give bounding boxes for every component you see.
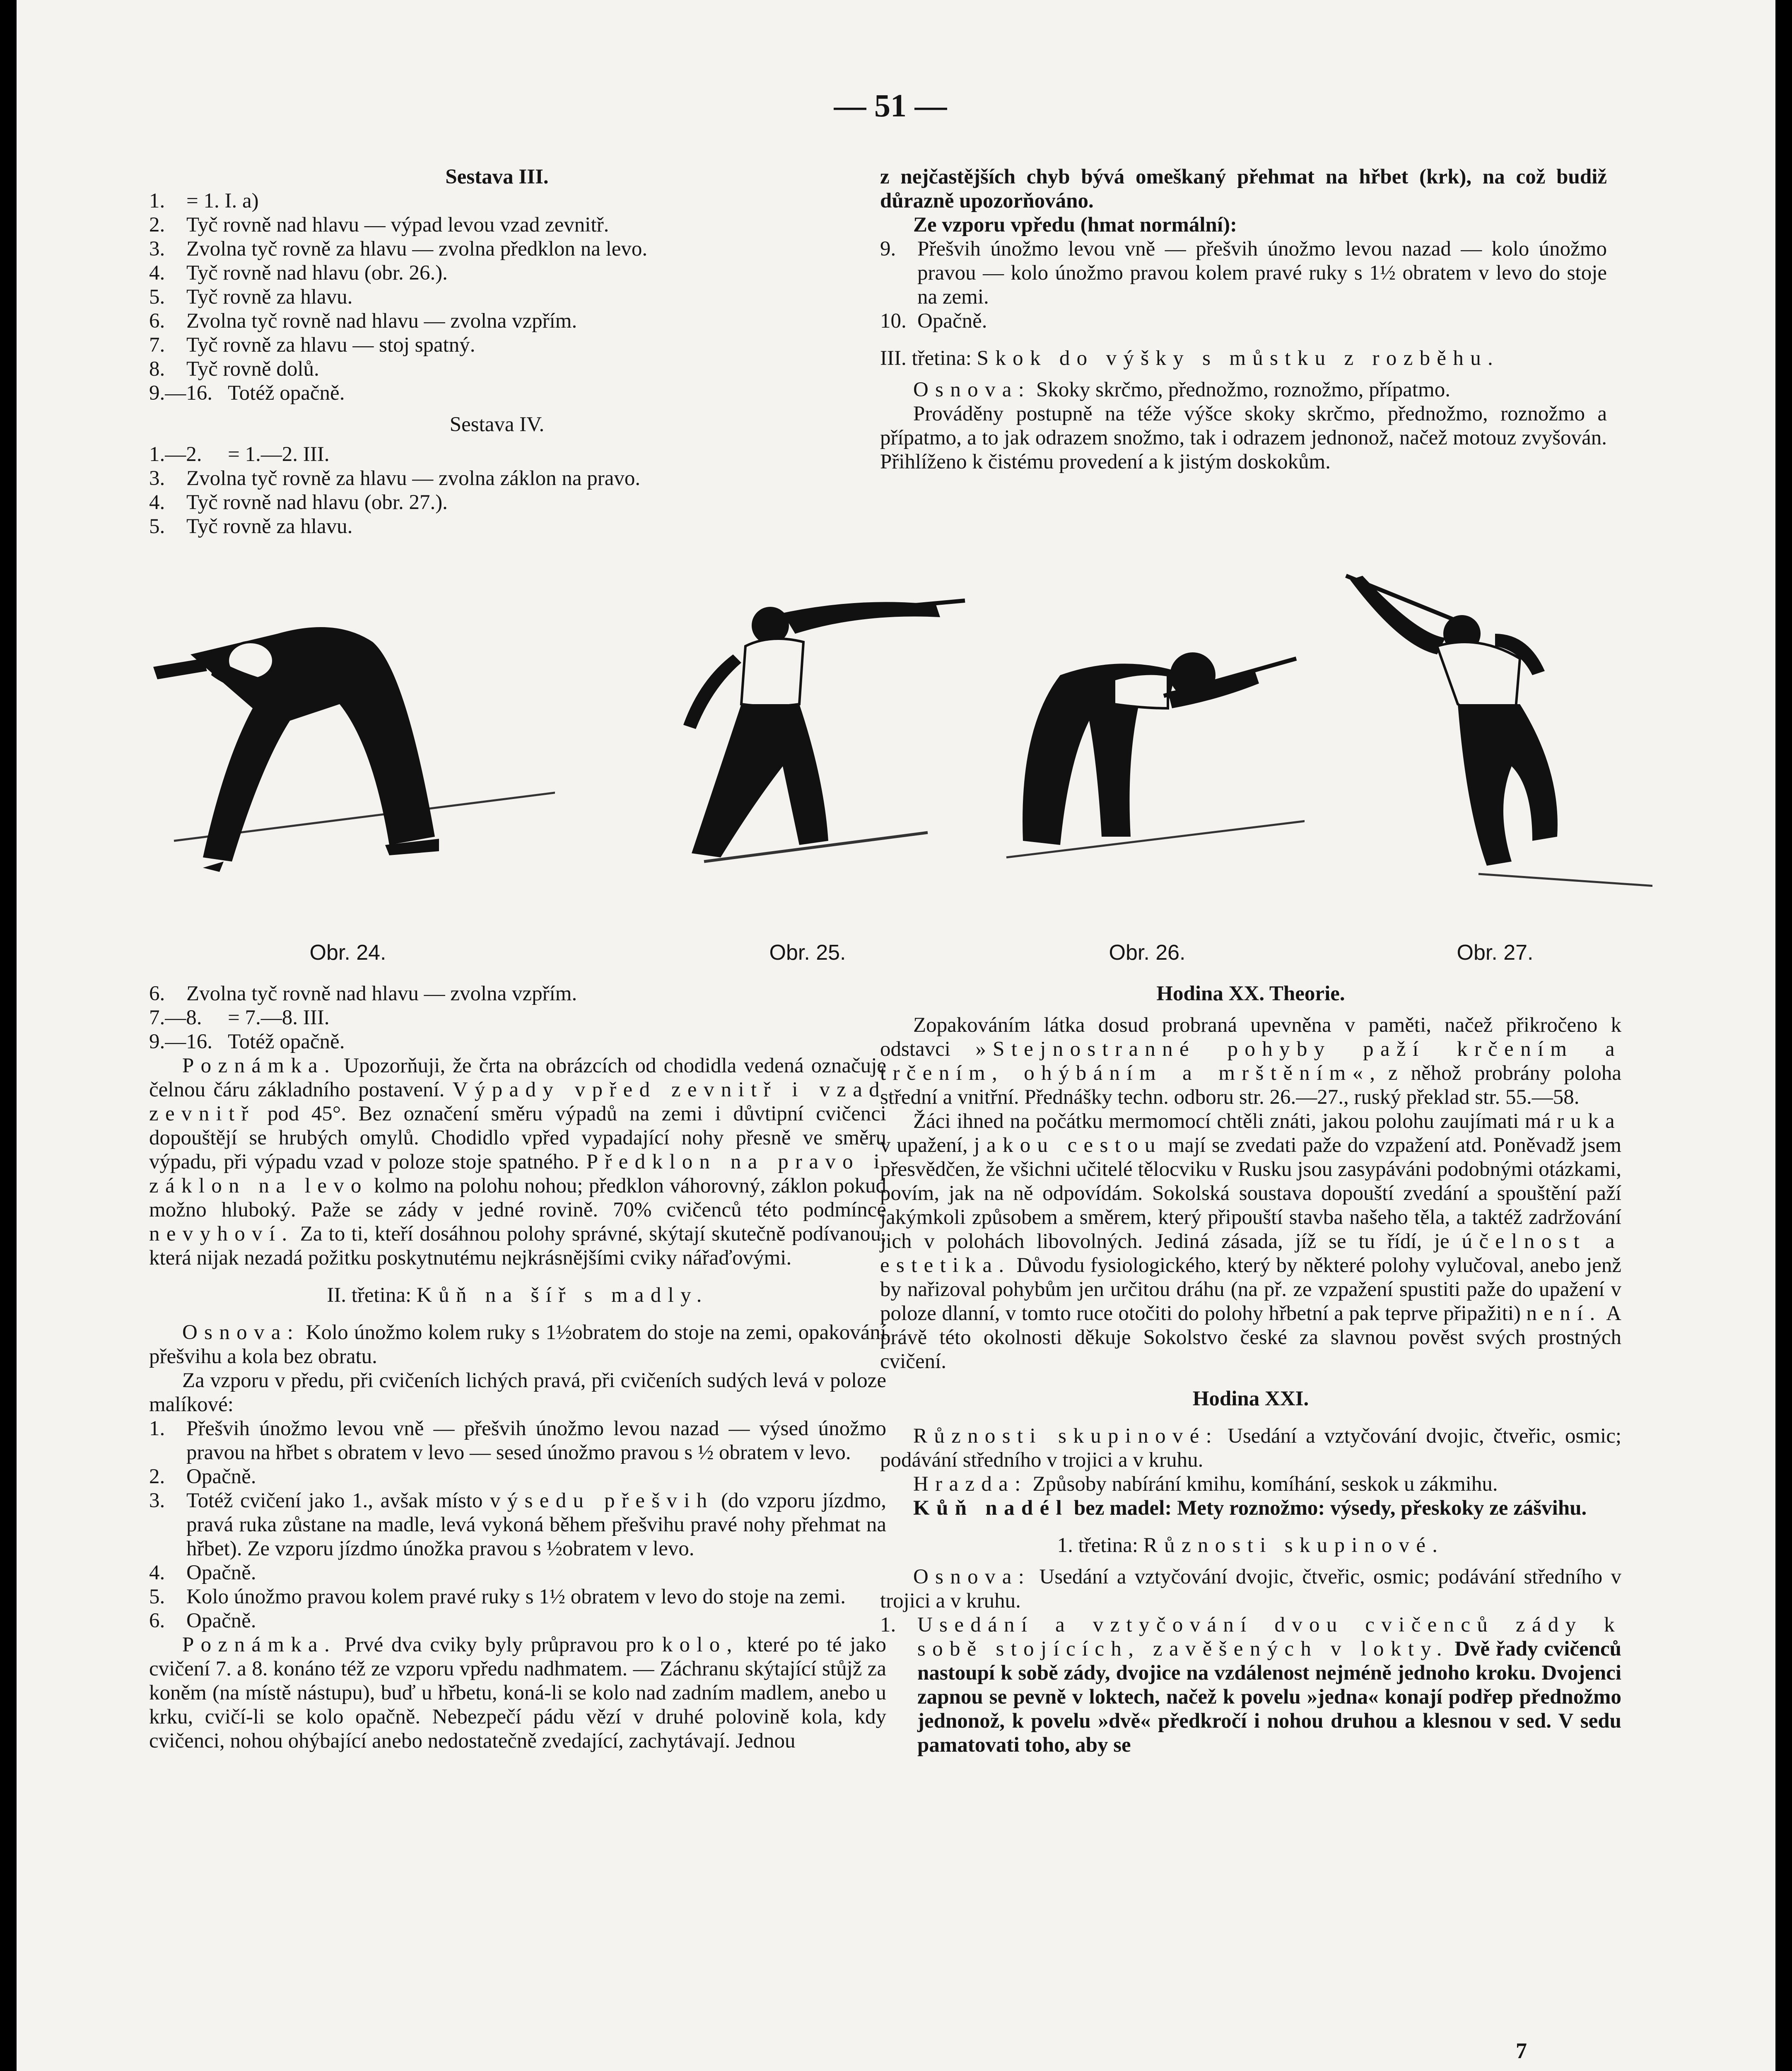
osnova-text: Skoky skrčmo, přednožmo, roznožmo, přípatmo. bbox=[1036, 378, 1450, 401]
osnova-ii-text: Kolo únožmo kolem ruky s 1½obratem do stoje na zemi, opakování přešvihu a kola bez obratu. bbox=[149, 1321, 887, 1368]
osnova-ii bbox=[149, 1320, 886, 1369]
page-number: — 51 — bbox=[834, 87, 947, 123]
osnova-1: Osnova: Usedání a vztyčování dvojic, čtveřic, osmic; podávání středního v trojici a v kruhu. bbox=[880, 1565, 1622, 1612]
sestava-iv-item-number: 5. bbox=[149, 515, 165, 538]
figure-27-illustration bbox=[1338, 572, 1652, 924]
sestava-iii-item-text: Tyč rovně nad hlavu (obr. 26.). bbox=[186, 261, 448, 285]
left-bottom-item bbox=[149, 1006, 886, 1030]
right-top-item bbox=[880, 237, 1607, 309]
sestava-iii-item-number: 1. bbox=[149, 189, 165, 212]
ruznosti-item-1: 1. Usedání a vztyčování dvou cvičenců zády k sobě stojících, zavěšených v lokty. Dvě řady cvičenců nastoupí k sobě zády, dvojice na vzdálenost nejméně jednoho kroku. Dvojenci zapnou se pevně v loktech, načež k povelu »jedna« konají podřep přednožmo jednonož, k povelu »dvě« předkročí i nohou druhou a klesnou v sed. V sedu pamatovati toho, aby se bbox=[880, 1613, 1621, 1757]
figure-27 bbox=[1338, 572, 1652, 965]
sestava-iii-item-number: 7. bbox=[149, 333, 165, 357]
sestava-iii-item-number: 8. bbox=[149, 357, 165, 381]
poznamka-2-paragraph: Poznámka. Prvé dva cviky byly průpravou pro kolo, které po té jako cvičení 7. a 8. konáno též ze vzporu vpředu nadhmatem. — Záchranu skýtající stůjž za koněm (na místě nástupu), buď u hřbetu, koná-li se kolo nad zadním madlem, anebo u krku, cvičí-li se kolo opačně. Nebezpečí pádu vězí v druhé polovině kola, kdy cvičenci, nohou ohýbající anebo nedostatečně zvedající, zachytávají. Jednou bbox=[149, 1633, 887, 1752]
sestava-iv-item bbox=[149, 466, 870, 490]
right-top-item-text: Přešvih únožmo levou vně — přešvih únožmo levou nazad — kolo únožmo pravou — kolo únožmo pravou kolem pravé ruky s 1½ obratem v levo do stoje na zemi. bbox=[917, 237, 1607, 309]
sestava-iii-item bbox=[149, 285, 870, 309]
section-ii-title: Kůň na šíř s madly. bbox=[416, 1284, 709, 1307]
sestava-iii-item-number: 2. bbox=[149, 213, 165, 237]
sestava-iii-item-text: Totéž opačně. bbox=[228, 381, 345, 405]
paragraph-ruznosti: Různosti skupinové: Usedání a vztyčování dvojic, čtveřic, osmic; podávání středního v trojici a v kruhu. bbox=[880, 1424, 1622, 1472]
paragraph-kun-nadel: Kůň nadél bez madel: Mety roznožmo: výsedy, přeskoky ze zášvihu. bbox=[913, 1497, 1587, 1520]
sestava-iii-item bbox=[149, 333, 870, 357]
left-bottom-item bbox=[149, 982, 886, 1006]
sestava-iv-item-text: Tyč rovně nad hlavu (obr. 27.). bbox=[186, 491, 448, 514]
poznamka-2-label: Poznámka. bbox=[182, 1633, 337, 1656]
section-ii-heading bbox=[149, 1283, 886, 1307]
poznamka-text-2: pod 45°. Bez označení směru výpadů na zemi i důvtipní cvičenci dopouštějí se hrubých omylů. Chodidlo vpřed vypadající nohy přesně ve směru výpadu, při výpadu vzad v poloze stoje spatného. bbox=[149, 1102, 887, 1173]
sestava-iv-item-text: Zvolna tyč rovně za hlavu — zvolna záklon na pravo. bbox=[186, 467, 641, 490]
section-ii-label: II. třetina: bbox=[327, 1284, 412, 1307]
sestava-iv-item bbox=[149, 514, 870, 538]
right-top-item-number: 10. bbox=[880, 309, 907, 333]
left-bottom-item-text: = 7.—8. III. bbox=[228, 1006, 330, 1029]
kun-item-1: 1. Přešvih únožmo levou vně — přešvih únožmo levou nazad — výsed únožmo pravou na hřbet s obratem v levo — sesed únožmo pravou s ½ obratem v levo. bbox=[149, 1417, 886, 1464]
paragraph-skoky: Prováděny postupně na téže výšce skoky skrčmo, přednožmo, roznožmo a přípatmo, a to jak odrazem snožmo, tak i odrazem jednonož, načež motouz zvyšován. Přihlíženo k čistému provedení a k jistým doskokům. bbox=[880, 402, 1607, 473]
sestava-iv-item-number: 4. bbox=[149, 491, 165, 514]
sestava-iii-item-number: 4. bbox=[149, 261, 165, 285]
section-1-heading: 1. třetina: Různosti skupinové. bbox=[1057, 1534, 1445, 1557]
poznamka-paragraph bbox=[149, 1054, 886, 1270]
sestava-iv-item-number: 3. bbox=[149, 467, 165, 490]
heading-hodina-xx: Hodina XX. Theorie. bbox=[1156, 982, 1345, 1005]
sestava-iv-item-number: 1.—2. bbox=[149, 443, 202, 466]
sestava-iii-item-number: 5. bbox=[149, 285, 165, 309]
sestava-iii-item-text: Zvolna tyč rovně za hlavu — zvolna předklon na levo. bbox=[186, 237, 648, 261]
kun-item-5: 5. Kolo únožmo pravou kolem pravé ruky s 1½ obratem v levo do stoje na zemi. bbox=[149, 1585, 846, 1608]
section-iii-title: Skok do výšky s můstku z rozběhu. bbox=[977, 347, 1500, 370]
sestava-iii-item-text: Tyč rovně za hlavu — stoj spatný. bbox=[186, 333, 475, 357]
paragraph-vzpor: Ze vzporu vpředu (hmat normální): bbox=[913, 213, 1237, 237]
book-page bbox=[17, 0, 1775, 2071]
figure-24-illustration bbox=[141, 572, 555, 924]
caption-obr-25: Obr. 25. bbox=[769, 941, 846, 965]
heading-sestava-iv: Sestava IV. bbox=[449, 413, 545, 436]
figure-24 bbox=[141, 572, 555, 965]
left-bottom-item-number: 6. bbox=[149, 982, 165, 1005]
sestava-iii-item-number: 6. bbox=[149, 309, 165, 333]
sestava-iii-item bbox=[149, 357, 870, 381]
heading-hodina-xxi: Hodina XXI. bbox=[1192, 1387, 1309, 1410]
osnova-iii bbox=[880, 378, 1607, 402]
paragraph-zopakovani: Zopakováním látka dosud probraná upevněna v paměti, načež přikročeno k odstavci »Stejnostranné pohyby paží krčením a trčením, ohýbáním a mrštěním«, z něhož probrány poloha střední a vnitřní. Přednášky techn. odboru str. 26.—27., ruský překlad str. 55.—58. bbox=[880, 1014, 1621, 1109]
intro-vzpor: Za vzporu v předu, při cvičeních lichých pravá, při cvičeních sudých levá v poloze malíkové: bbox=[149, 1369, 886, 1416]
sestava-iii-item bbox=[149, 189, 870, 213]
sestava-iv-item-text: Tyč rovně za hlavu. bbox=[186, 515, 353, 538]
sestava-iii-item-text: Zvolna tyč rovně nad hlavu — zvolna vzpřím. bbox=[186, 309, 577, 333]
poznamka-text-1: Upozorňuji, že črta na obrázcích od chodidla vedená označuje čelnou čáru základního postavení. bbox=[149, 1054, 887, 1101]
sestava-iv-item bbox=[149, 442, 870, 466]
caption-obr-27: Obr. 27. bbox=[1457, 941, 1534, 965]
sestava-iii-item bbox=[149, 261, 870, 285]
right-top-item-number: 9. bbox=[880, 237, 896, 261]
folio-number: 7 bbox=[1516, 2038, 1527, 2063]
sestava-iv-item-text: = 1.—2. III. bbox=[228, 443, 330, 466]
heading-sestava-iii: Sestava III. bbox=[445, 165, 549, 188]
sestava-iii-item-text: Tyč rovně nad hlavu — výpad levou vzad zevnitř. bbox=[186, 213, 609, 237]
section-iii-heading bbox=[880, 346, 1607, 370]
left-bottom-item-number: 9.—16. bbox=[149, 1030, 212, 1053]
sestava-iii-item-text: Tyč rovně dolů. bbox=[186, 357, 319, 381]
sestava-iii-item bbox=[149, 381, 870, 405]
kun-item-2: 2. Opačně. bbox=[149, 1465, 256, 1488]
figure-26-illustration bbox=[990, 572, 1305, 924]
sestava-iii-item-text: = 1. I. a) bbox=[186, 189, 259, 212]
left-bottom-item-text: Totéž opačně. bbox=[228, 1030, 345, 1053]
right-top-list bbox=[880, 237, 1607, 333]
paragraph-zaci: Žáci ihned na počátku mermomocí chtěli znáti, jakou polohu zaujímati má ruka v upažení, jakou cestou mají se zvedati paže do vzpažení atd. Poněvadž jsem přesvědčen, že všichni učitelé tělocviku v Rusku jsou zasypáváni podobnými otázkami, povím, jak na ně odpovídám. Sokolská soustava dopouští zvedání a spouštění paží jakýmkoli způsobem a směrem, který připouští stavba našeho těla, a taktéž zadržování jich v polohách libovolných. Jediná zásada, jíž se tu řídí, je účelnost a estetika. Důvodu fysiologického, který by některé polohy vylučoval, anebo jenž by nařizoval pohybům jen určitou dráhu (na př. ze vzpažení spustiti paže do upažení v poloze dlanní, v tomto ruce otočiti do polohy hřbetní a pak teprve připažiti) není. A právě této okolnosti děkuje Sokolstvo české za slavnou pověst svých prostných cvičení. bbox=[880, 1110, 1622, 1373]
sestava-iii-item bbox=[149, 309, 870, 333]
caption-obr-24: Obr. 24. bbox=[309, 941, 386, 965]
figure-26 bbox=[990, 572, 1305, 965]
sestava-iii-item-number: 9.—16. bbox=[149, 381, 212, 405]
osnova-ii-label: Osnova: bbox=[182, 1321, 300, 1344]
kun-item-3: 3. Totéž cvičení jako 1., avšak místo výsedu přešvih (do vzporu jízdmo, pravá ruka zůstane na madle, levá vykoná během přešvihu pravé nohy přehmat na hřbet). Ze vzporu jízdmo únožka pravou s ½obratem v levo. bbox=[149, 1489, 887, 1560]
left-column-bottom bbox=[149, 982, 886, 1753]
section-iii-label: III. třetina: bbox=[880, 347, 972, 370]
poznamka-text-4: Za to ti, kteří dosáhnou polohy správné, skýtají skutečně podívanou, která nijak nezadá požitku poskytnutému nejkrásnějšími cviky nářaďovými. bbox=[149, 1222, 887, 1270]
right-column-bottom bbox=[880, 982, 1621, 1757]
right-top-item-text: Opačně. bbox=[917, 309, 987, 333]
predklon-label: Předklon na pravo i záklon na levo bbox=[149, 1150, 886, 1197]
left-bottom-item bbox=[149, 1030, 886, 1054]
left-bottom-item-number: 7.—8. bbox=[149, 1006, 202, 1029]
left-column-top bbox=[149, 165, 870, 538]
sestava-iii-item bbox=[149, 213, 870, 237]
sestava-iii-item-number: 3. bbox=[149, 237, 165, 261]
caption-obr-26: Obr. 26. bbox=[1109, 941, 1186, 965]
poznamka-text-3: kolmo na polohu nohou; předklon váhorovný, záklon pokud možno hluboký. Paže se zády v jedné rovině. 70% cvičenců této podmínce bbox=[149, 1174, 887, 1221]
figure-25-illustration bbox=[646, 572, 969, 924]
sestava-iv-item bbox=[149, 490, 870, 514]
sestava-iv-list bbox=[149, 442, 870, 538]
nevyhovi: nevyhoví. bbox=[149, 1222, 294, 1245]
osnova-label: Osnova: bbox=[913, 378, 1031, 401]
sestava-iii-item bbox=[149, 237, 870, 261]
left-bottom-list bbox=[149, 982, 886, 1054]
right-column-top bbox=[880, 165, 1607, 474]
figure-25 bbox=[646, 572, 969, 965]
vypady-label: Výpady vpřed zevnitř i vzad zevnitř bbox=[149, 1078, 887, 1125]
poznamka-label: Poznámka. bbox=[182, 1054, 337, 1077]
figure-strip bbox=[141, 572, 1640, 965]
left-bottom-item-text: Zvolna tyč rovně nad hlavu — zvolna vzpřím. bbox=[186, 982, 577, 1005]
paragraph-chyby: z nejčastějších chyb bývá omeškaný přehmat na hřbet (krk), na což budiž důrazně upozorňováno. bbox=[880, 165, 1607, 212]
right-top-item bbox=[880, 309, 1607, 333]
paragraph-hrazda: Hrazda: Způsoby nabírání kmihu, komíhání, seskok u zákmihu. bbox=[913, 1472, 1498, 1496]
sestava-iii-item-text: Tyč rovně za hlavu. bbox=[186, 285, 353, 309]
kun-item-4: 4. Opačně. bbox=[149, 1561, 256, 1584]
sestava-iii-list bbox=[149, 189, 870, 405]
kun-item-6: 6. Opačně. bbox=[149, 1609, 256, 1632]
